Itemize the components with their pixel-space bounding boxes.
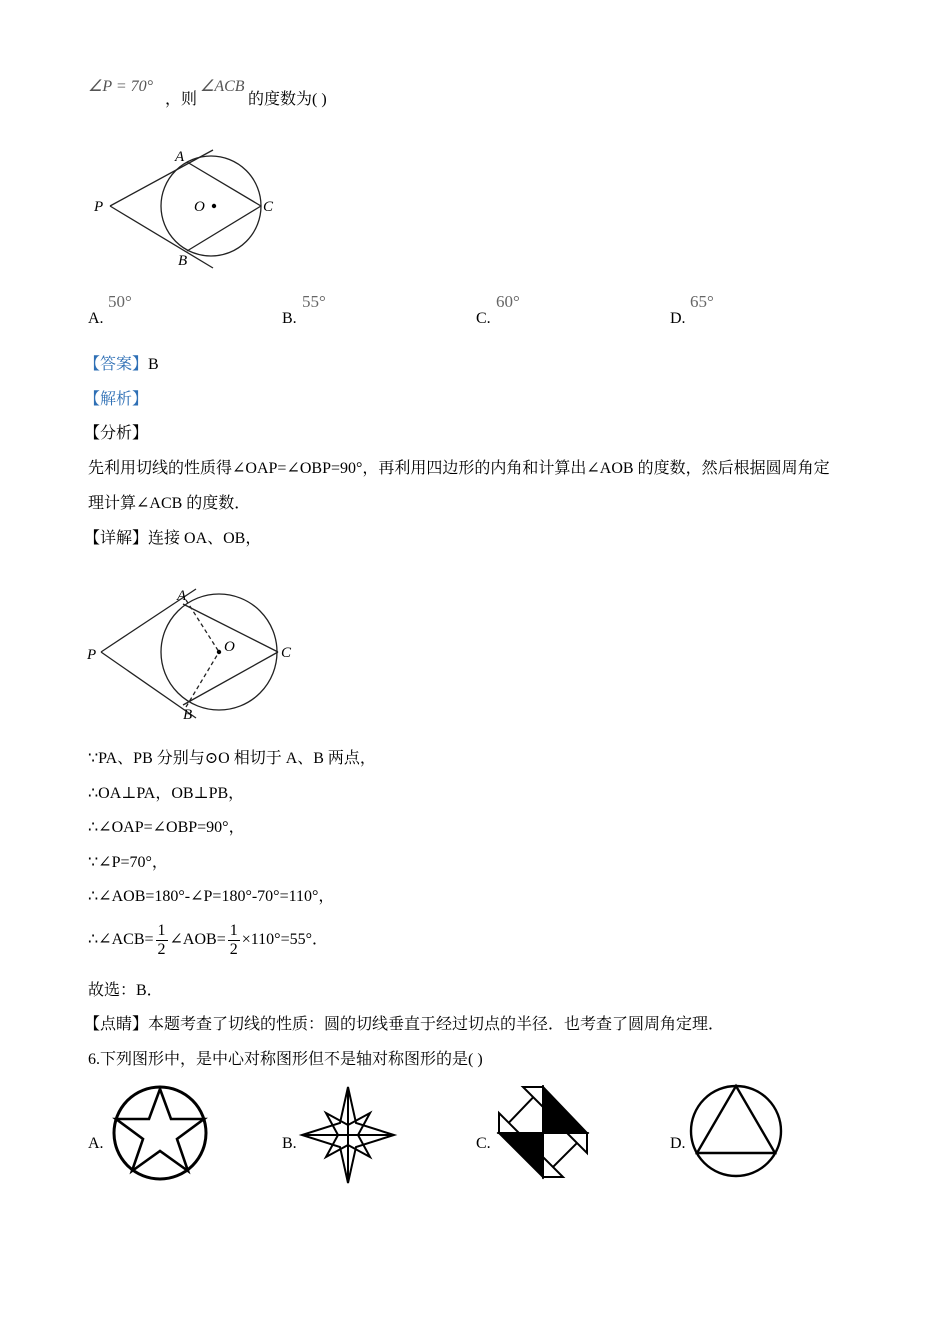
fenxi-line-1: 先利用切线的性质得∠OAP=∠OBP=90°，再利用四边形的内角和计算出∠AOB 的度数，然后根据圆周角定 bbox=[88, 460, 830, 477]
step-1: ∵PA、PB 分别与⊙O 相切于 A、B 两点， bbox=[88, 750, 376, 767]
stem-then: ，则 bbox=[165, 91, 198, 108]
tangent-figure-2 bbox=[84, 580, 304, 725]
stem-angle-acb: ∠ACB bbox=[200, 78, 245, 95]
step-2: ∴OA⊥PA，OB⊥PB， bbox=[88, 785, 245, 802]
triangle-in-circle-figure[interactable] bbox=[688, 1083, 788, 1183]
label-b: B bbox=[178, 253, 188, 269]
label-o: O bbox=[194, 199, 205, 215]
label-o-2: O bbox=[224, 639, 235, 655]
fraction-half: $\frac{1}{2}$ bbox=[157, 921, 166, 958]
pinwheel-figure[interactable] bbox=[495, 1085, 595, 1185]
label-a: A bbox=[175, 149, 185, 165]
q6-option-b[interactable]: B. bbox=[282, 1135, 297, 1152]
label-b-2: B bbox=[183, 707, 193, 723]
guxuan: 故选：B． bbox=[88, 982, 163, 999]
analysis-tag: 【解析】 bbox=[84, 391, 149, 408]
final-step: ∴∠ACB= $\frac{1}{2}$ ∠AOB= $\frac{1}{2}$ ×110°=55°． bbox=[88, 921, 328, 958]
step-4: ∵∠P=70°， bbox=[88, 854, 168, 871]
detail-line: 【详解】连接 OA、OB， bbox=[84, 530, 262, 547]
label-a-2: A bbox=[177, 588, 187, 604]
question6-stem: 6.下列图形中，是中心对称图形但不是轴对称图形的是( ) bbox=[88, 1051, 483, 1068]
label-p-2: P bbox=[87, 647, 97, 663]
q6-option-c[interactable]: C. bbox=[476, 1135, 491, 1152]
stem-tail: 的度数为( ) bbox=[248, 91, 327, 108]
q6-option-d[interactable]: D. bbox=[670, 1135, 686, 1152]
label-c: C bbox=[263, 199, 274, 215]
stem-angle-p: ∠P = 70° bbox=[88, 78, 154, 95]
step-5: ∴∠AOB=180°-∠P=180°-70°=110°， bbox=[88, 888, 335, 905]
compass-star-figure[interactable] bbox=[298, 1085, 398, 1185]
label-c-2: C bbox=[281, 645, 292, 661]
dianjing-line: 【点睛】本题考查了切线的性质：圆的切线垂直于经过切点的半径．也考查了圆周角定理． bbox=[84, 1016, 725, 1033]
fenxi-tag: 【分析】 bbox=[84, 425, 149, 442]
q6-option-a[interactable]: A. bbox=[88, 1135, 104, 1152]
label-p: P bbox=[94, 199, 104, 215]
answer-line: 【答案】B bbox=[84, 356, 159, 373]
fraction-half-2: $\frac{1}{2}$ bbox=[229, 921, 238, 958]
fenxi-line-2: 理计算∠ACB 的度数． bbox=[88, 495, 251, 512]
tangent-figure-1 bbox=[84, 140, 284, 270]
star-in-circle-figure[interactable] bbox=[108, 1083, 212, 1183]
step-3: ∴∠OAP=∠OBP=90°， bbox=[88, 819, 245, 836]
